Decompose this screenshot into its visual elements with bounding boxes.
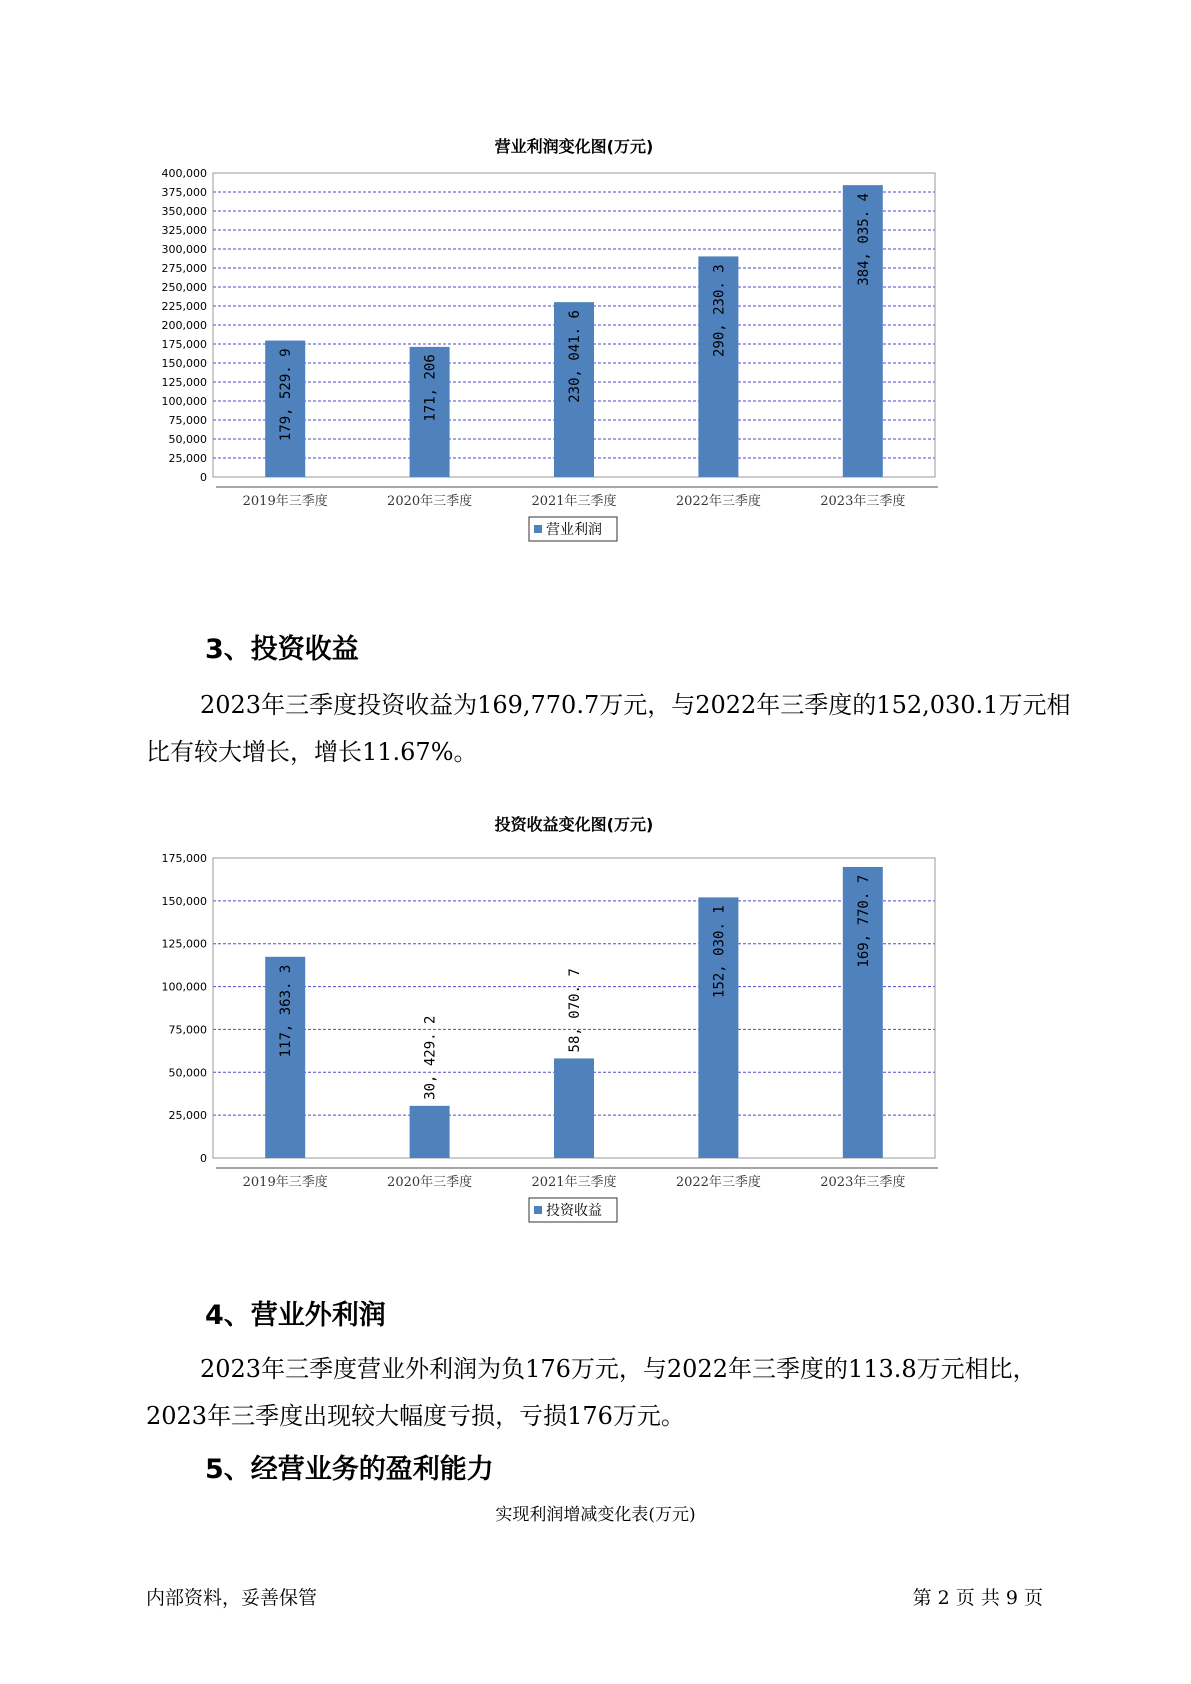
- x-tick-label: 2021年三季度: [531, 1175, 617, 1190]
- y-tick-label: 125,000: [161, 376, 207, 389]
- y-tick-label: 150,000: [161, 894, 207, 908]
- y-tick-label: 25,000: [168, 452, 207, 465]
- y-tick-label: 75,000: [168, 414, 207, 427]
- y-tick-label: 125,000: [161, 937, 207, 951]
- y-tick-label: 100,000: [161, 980, 207, 994]
- y-tick-label: 0: [200, 471, 207, 484]
- y-tick-label: 300,000: [161, 243, 207, 256]
- bar-value-label: 230, 041. 6: [567, 310, 583, 403]
- bar-value-label: 152, 030. 1: [711, 905, 728, 998]
- y-tick-label: 175,000: [161, 852, 207, 865]
- y-tick-label: 325,000: [161, 224, 207, 237]
- y-tick-label: 175,000: [161, 338, 207, 351]
- y-tick-label: 50,000: [168, 1066, 207, 1080]
- legend-label: 营业利润: [546, 522, 602, 538]
- y-tick-label: 350,000: [161, 205, 207, 218]
- x-tick-label: 2021年三季度: [531, 494, 617, 509]
- y-tick-label: 150,000: [161, 357, 207, 370]
- y-tick-label: 100,000: [161, 395, 207, 408]
- bar-value-label: 117, 363. 3: [278, 964, 295, 1058]
- bar: [410, 1106, 450, 1158]
- y-tick-label: 50,000: [168, 433, 207, 446]
- y-tick-label: 375,000: [161, 186, 207, 199]
- bar-value-label: 179, 529. 9: [278, 348, 295, 442]
- x-tick-label: 2023年三季度: [820, 494, 906, 509]
- bar-value-label: 169, 770. 7: [855, 874, 872, 968]
- bar-value-label: 30, 429. 2: [422, 1015, 439, 1100]
- section-4-heading: 4、营业外利润: [205, 1300, 386, 1331]
- section-3-text: 2023年三季度投资收益为169,770.7万元，与2022年三季度的152,030.1万元相比有较大增长，增长11.67%。: [146, 691, 1071, 766]
- legend-label: 投资收益: [546, 1203, 602, 1219]
- x-tick-label: 2020年三季度: [387, 1175, 473, 1190]
- chart-title: 投资收益变化图(万元): [494, 815, 654, 834]
- bar-value-label: 58, 070. 7: [567, 968, 583, 1053]
- section-5-heading: 5、经营业务的盈利能力: [205, 1454, 494, 1485]
- x-tick-label: 2019年三季度: [242, 1175, 328, 1190]
- y-tick-label: 275,000: [161, 262, 207, 275]
- y-tick-label: 225,000: [161, 300, 207, 313]
- legend-swatch: [534, 525, 542, 533]
- footer-confidential: 内部资料，妥善保管: [146, 1587, 318, 1609]
- footer-page-number: 第 2 页 共 9 页: [912, 1587, 1043, 1609]
- bar-value-label: 290, 230. 3: [711, 264, 728, 358]
- x-tick-label: 2019年三季度: [242, 494, 328, 509]
- x-tick-label: 2022年三季度: [675, 1175, 761, 1190]
- operating-profit-chart: [150, 130, 1050, 600]
- y-tick-label: 0: [200, 1152, 207, 1165]
- investment-income-chart-svg: [150, 800, 1050, 1260]
- operating-profit-chart-svg: [150, 130, 1050, 600]
- section-3-heading: 3、投资收益: [205, 634, 359, 665]
- y-tick-label: 400,000: [161, 167, 207, 180]
- y-tick-label: 250,000: [161, 281, 207, 294]
- x-tick-label: 2023年三季度: [820, 1175, 906, 1190]
- x-tick-label: 2022年三季度: [675, 494, 761, 509]
- investment-income-chart: [150, 800, 1050, 1260]
- bar: [554, 1058, 594, 1158]
- bar-value-label: 171, 206: [422, 354, 439, 422]
- y-tick-label: 25,000: [168, 1109, 207, 1123]
- y-tick-label: 75,000: [168, 1023, 207, 1037]
- y-tick-label: 200,000: [161, 319, 207, 332]
- legend-swatch: [534, 1206, 542, 1214]
- bar-value-label: 384, 035. 4: [855, 193, 872, 286]
- x-tick-label: 2020年三季度: [387, 494, 473, 509]
- section-4-text: 2023年三季度营业外利润为负176万元，与2022年三季度的113.8万元相比，2023年三季度出现较大幅度亏损，亏损176万元。: [146, 1355, 1037, 1430]
- chart-title: 营业利润变化图(万元): [494, 137, 654, 156]
- table-caption: 实现利润增减变化表(万元): [495, 1505, 696, 1525]
